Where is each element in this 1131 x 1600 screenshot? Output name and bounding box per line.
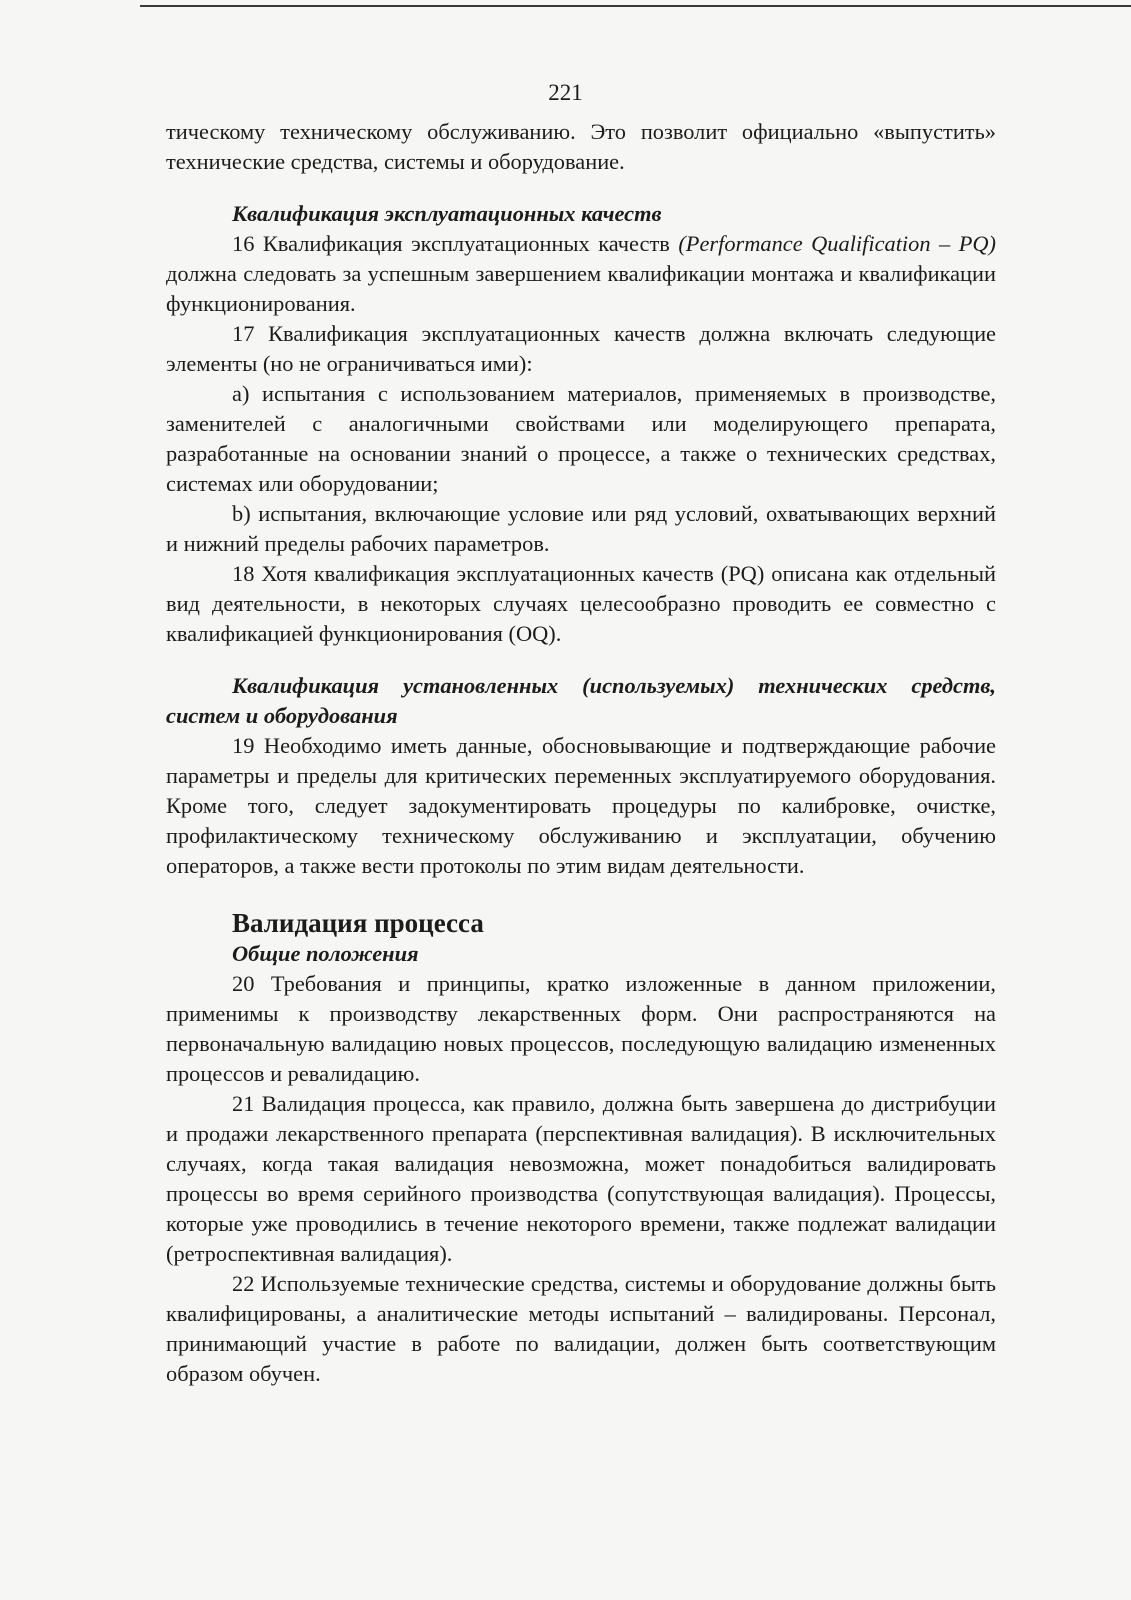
page-content — [166, 117, 996, 1389]
subheading-general-provisions: Общие положения — [232, 941, 419, 966]
paragraph-21: 21 Валидация процесса, как правило, должна быть завершена до дистрибуции и продажи лекарственного препарата (перспективная валидация). В исключительных случаях, когда такая валидация невозможна, может понадобиться валидировать процессы во время серийного производства (сопутствующая валидация). Процессы, которые уже проводились в течение некоторого времени, также подлежат валидации (ретроспективная валидация). — [166, 1091, 996, 1266]
spacer — [166, 177, 996, 199]
paragraph-16-text-a: 16 Квалификация эксплуатационных качеств — [232, 231, 679, 256]
paragraph-16-text-b: должна следовать за успешным завершением квалификации монтажа и квалификации функционирования. — [166, 261, 996, 316]
paragraph-continuation: тическому техническому обслуживанию. Это позволит официально «выпустить» технические средства, системы и оборудование. — [166, 119, 996, 174]
paragraph-17b: b) испытания, включающие условие или ряд условий, охватывающих верхний и нижний пределы рабочих параметров. — [166, 501, 996, 556]
paragraph-18: 18 Хотя квалификация эксплуатационных качеств (PQ) описана как отдельный вид деятельности, в некоторых случаях целесообразно проводить ее совместно с квалификацией функционирования (OQ). — [166, 561, 996, 646]
subheading-performance-qualification: Квалификация эксплуатационных качеств — [232, 201, 662, 226]
spacer — [166, 881, 996, 901]
paragraph-20: 20 Требования и принципы, кратко изложенные в данном приложении, применимы к производству лекарственных форм. Они распространяются на первоначальную валидацию новых процессов, последующую валидацию измененных процессов и ревалидацию. — [166, 971, 996, 1086]
paragraph-16-term: (Performance Qualification – PQ) — [678, 231, 996, 256]
paragraph-17a: a) испытания с использованием материалов, применяемых в производстве, заменителей с аналогичными свойствами или моделирующего препарата, разработанные на основании знаний о процессе, а также о технических средствах, системах или оборудовании; — [166, 381, 996, 496]
paragraph-19: 19 Необходимо иметь данные, обосновывающие и подтверждающие рабочие параметры и пределы для критических переменных эксплуатируемого оборудования. Кроме того, следует задокументировать процедуры по калибровке, очистке, профилактическому техническому обслуживанию и эксплуатации, обучению операторов, а также вести протоколы по этим видам деятельности. — [166, 733, 996, 878]
paragraph-17: 17 Квалификация эксплуатационных качеств должна включать следующие элементы (но не ограничиваться ими): — [166, 321, 996, 376]
top-border-line — [140, 5, 1131, 7]
paragraph-22: 22 Используемые технические средства, системы и оборудование должны быть квалифицированы, а аналитические методы испытаний – валидированы. Персонал, принимающий участие в работе по валидации, должен быть соответствующим образом обучен. — [166, 1271, 996, 1386]
section-title-process-validation: Валидация процесса — [232, 908, 484, 938]
page-number: 221 — [548, 80, 583, 105]
subheading-installed-equipment: Квалификация установленных (используемых) технических средств, систем и оборудования — [166, 673, 996, 728]
paragraph-16 — [166, 229, 996, 319]
spacer — [166, 649, 996, 671]
